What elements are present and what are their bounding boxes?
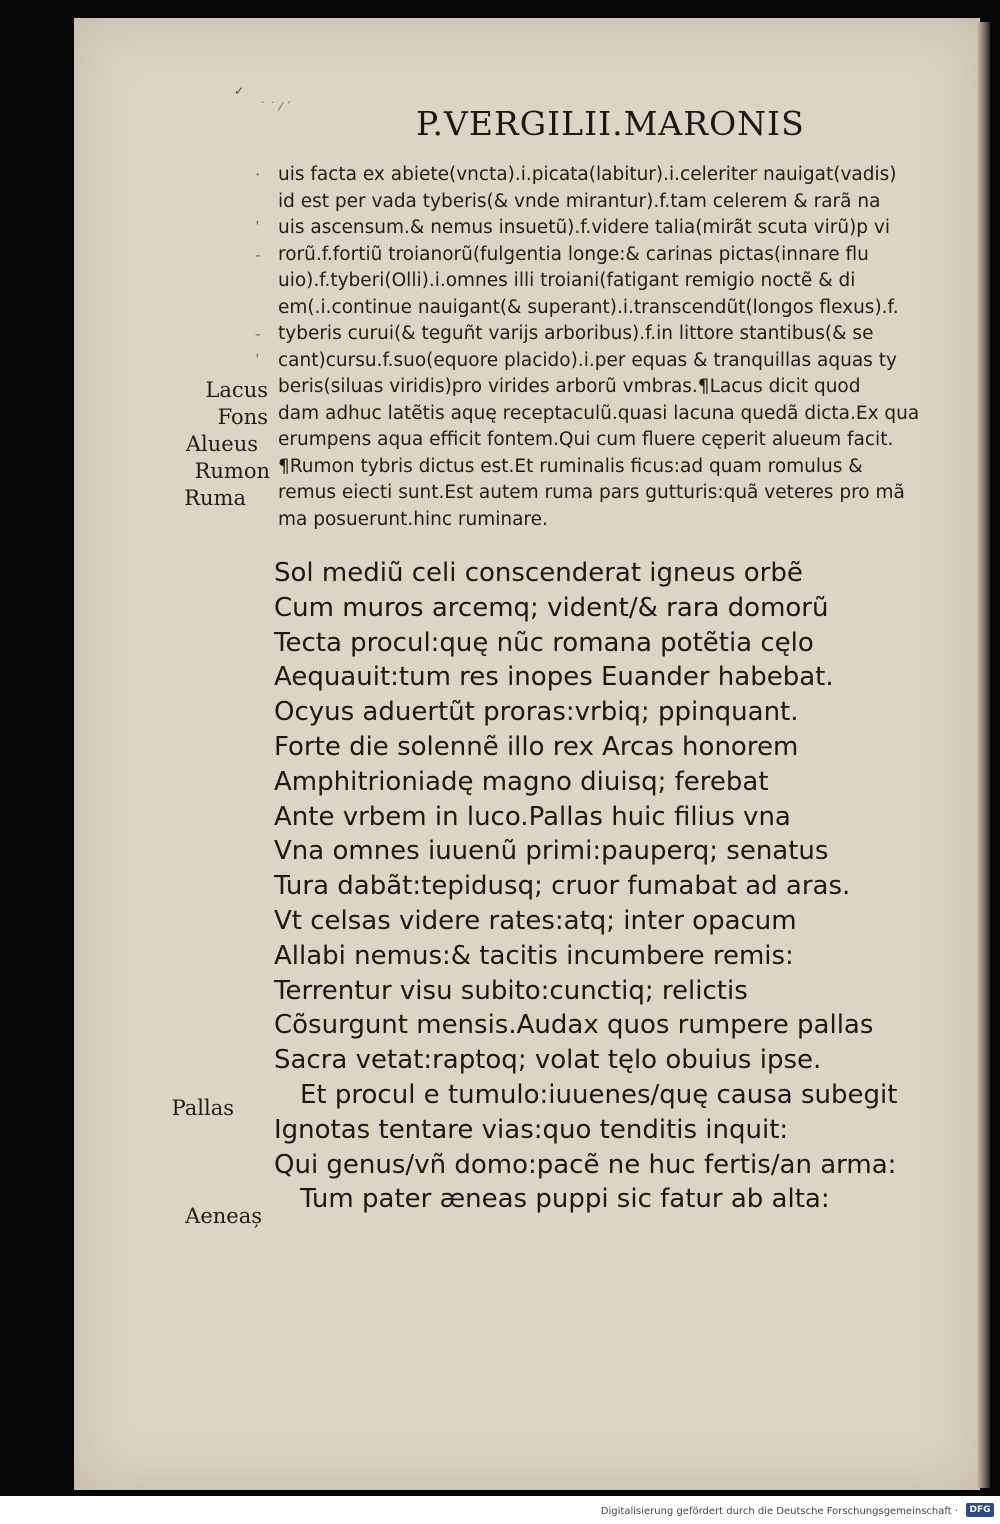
commentary-line: em(.i.continue nauigant(& superant).i.transcendũt(longos flexus).f. [278,296,899,318]
ink-mark: ✓ [234,84,245,98]
commentary-line: ma posuerunt.hinc ruminare. [278,508,548,530]
verse-line: Ocyus aduertũt proras:vrbiq; ppinquant. [274,697,799,728]
verse-line: Terrentur visu subito:cunctiq; relictis [274,975,748,1006]
commentary-line: id est per vada tyberis(& vnde mirantur).f.tam celerem & rarã na [278,190,881,212]
commentary-line: tyberis curui(& teguñt varijs arboribus).f.in littore stantibus(& se [278,323,874,344]
margin-note-alueus: Alueus [185,432,258,456]
margin-note-ruma: Ruma [184,486,246,510]
margin-note-fons: Fons [217,405,268,429]
margin-note-pallas: Pallas [171,1096,234,1120]
verse-line: Cõsurgunt mensis.Audax quos rumpere pallas [274,1010,874,1041]
verse-line: Sacra vetat:raptoq; volat tęlo obuius ipse. [274,1045,822,1076]
commentary-line: uis facta ex abiete(vncta).i.picata(labitur).i.celeriter nauigat(vadis) [278,164,897,185]
commentary-line-marks: · ˈ - - ˈ [255,165,261,370]
verse-line: Tecta procul:quę nũc romana potẽtia cęlo [274,627,814,658]
commentary-line: erumpens aqua efficit fontem.Qui cum fluere cęperit alueum facit. [278,429,894,450]
commentary-line: remus eiecti sunt.Est autem ruma pars gutturis:quã veteres pro mã [278,482,905,503]
commentary-line: uio).f.tyberi(Olli).i.omnes illi troiani(fatigant remigio noctẽ & di [278,270,856,291]
commentary-line: rorũ.f.fortiũ troianorũ(fulgentia longe:& carinas pictas(innare flu [278,243,869,265]
verse-block [274,556,954,1217]
verse-line: Allabi nemus:& tacitis incumbere remis: [274,940,794,971]
dfg-logo-icon: DFG [966,1503,994,1517]
verse-line: Qui genus/vñ domo:pacẽ ne huc fertis/an arma: [274,1149,897,1180]
verse-line: Tum pater æneas puppi sic fatur ab alta: [300,1184,830,1215]
margin-note-aeneas: Aeneaș [185,1204,262,1228]
page-edge [978,22,990,1488]
commentary-line: cant)cursu.f.suo(equore placido).i.per equas & tranquillas aquas ty [278,349,897,371]
commentary-line: ¶Rumon tybris dictus est.Et ruminalis ficus:ad quam romulus & [278,455,863,477]
margin-note-lacus: Lacus [205,378,268,402]
verse-line: Et procul e tumulo:iuuenes/quę causa subegit [300,1079,898,1110]
verse-line: Aequauit:tum res inopes Euander habebat. [274,662,834,693]
verse-line: Amphitrioniadę magno diuisq; ferebat [274,766,769,797]
commentary-line: dam adhuc latẽtis aquę receptaculũ.quasi lacuna quedã dicta.Ex qua [278,402,920,424]
verse-line: Ignotas tentare vias:quo tenditis inquit: [274,1114,789,1145]
commentary-block [278,162,958,533]
verse-line: Tura dabãt:tepidusq; cruor fumabat ad aras. [274,871,851,902]
commentary-line: beris(siluas viridis)pro virides arborũ vmbras.¶Lacus dicit quod [278,376,861,397]
verse-line: Forte die solennẽ illo rex Arcas honorem [274,731,799,762]
running-head: P.VERGILII.MARONIS [416,104,805,143]
verse-line: Sol mediũ celi conscenderat igneus orbẽ [274,558,803,588]
verse-line: Cum muros arcemq; vident/& rara domorũ [274,592,829,623]
verse-line: Vna omnes iuuenũ primi:pauperq; senatus [274,836,829,867]
commentary-line: uis ascensum.& nemus insuetũ).f.videre talia(mirãt scuta virũ)p vi [278,217,891,238]
funding-notice: Digitalisierung gefördert durch die Deutsche Forschungsgemeinschaft · [600,1506,958,1517]
ink-smudge: ˙ ˙ ⁄ ˊ [260,100,292,114]
verse-line: Ante vrbem in luco.Pallas huic filius vna [274,801,791,832]
margin-note-rumon: Rumon [194,459,270,483]
verse-line: Vt celsas videre rates:atq; inter opacum [274,905,797,936]
